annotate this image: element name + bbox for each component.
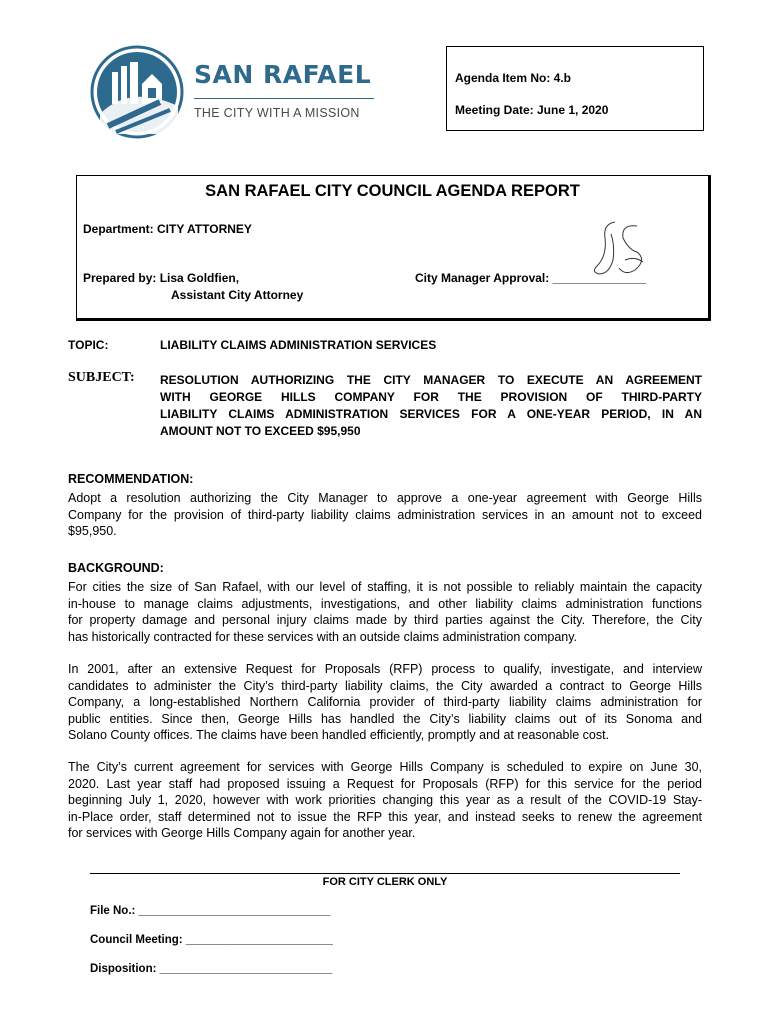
prepared-by-name: Prepared by: Lisa Goldfien,: [83, 271, 240, 285]
text-line: public entities. Since then, George Hills has handled the City’s liability claims out of its Sonoma and: [68, 711, 702, 726]
subject-line: WITH GEORGE HILLS COMPANY FOR THE PROVISION OF THIRD-PARTY: [160, 390, 702, 404]
subject-line: RESOLUTION AUTHORIZING THE CITY MANAGER TO EXECUTE AN AGREEMENT: [160, 373, 702, 387]
subject-label: SUBJECT:: [68, 370, 135, 385]
background-paragraph-3: [68, 759, 702, 842]
clerk-section-title: FOR CITY CLERK ONLY: [322, 876, 448, 888]
text-line: Company, a long-established Northern California provider of third-party liability claims administration for: [68, 695, 702, 710]
text-line: $95,950.: [68, 524, 117, 539]
subject-line: LIABILITY CLAIMS ADMINISTRATION SERVICES FOR A ONE-YEAR PERIOD, IN AN: [160, 407, 702, 421]
logo-city-name: SAN RAFAEL: [194, 60, 372, 89]
text-line: candidates to administer the City’s third-party liability claims, the City awarded a contract to George Hills: [68, 678, 702, 693]
background-paragraph-1: [68, 579, 702, 645]
file-number-field: File No.: ______________________________: [90, 905, 331, 917]
logo-divider: [194, 98, 374, 99]
text-line: The City’s current agreement for services with George Hills Company is scheduled to expire on June 30,: [68, 760, 702, 774]
signature-icon: [585, 216, 655, 286]
recommendation-text: [68, 490, 702, 540]
city-seal-logo: [90, 44, 390, 144]
background-heading: BACKGROUND:: [68, 561, 164, 575]
text-line: Adopt a resolution authorizing the City Manager to approve a one-year agreement with George Hills: [68, 491, 702, 505]
report-title: SAN RAFAEL CITY COUNCIL AGENDA REPORT: [205, 182, 580, 200]
text-line: In 2001, after an extensive Request for Proposals (RFP) process to qualify, investigate, and interview: [68, 662, 702, 676]
agenda-item-number: Agenda Item No: 4.b: [455, 71, 572, 85]
department-field: Department: CITY ATTORNEY: [83, 222, 252, 236]
text-line: in-house to manage claims adjustments, investigations, and other liability claims administration functions: [68, 596, 702, 611]
clerk-divider: [90, 873, 680, 874]
text-line: beginning July 1, 2020, however with work priorities changing this year as a result of the COVID-19 Stay-: [68, 793, 702, 808]
logo-tagline: THE CITY WITH A MISSION: [194, 106, 360, 120]
city-manager-approval: City Manager Approval: ______________: [415, 271, 647, 285]
text-line: in-Place order, staff determined not to issue the RFP this year, and instead seeks to renew the agreement: [68, 809, 702, 824]
meeting-date: Meeting Date: June 1, 2020: [455, 103, 609, 117]
disposition-field: Disposition: ___________________________: [90, 963, 333, 975]
prepared-by-title: Assistant City Attorney: [171, 288, 304, 302]
council-meeting-field: Council Meeting: _______________________: [90, 934, 333, 946]
city-seal-icon: [90, 44, 190, 144]
text-line: For cities the size of San Rafael, with our level of staffing, it is not possible to reliably maintain the capacity: [68, 580, 702, 594]
text-line: 2020. Last year staff had proposed issuing a Request for Proposals (RFP) for this service for the period: [68, 776, 702, 791]
text-line: for services with George Hills Company again for another year.: [68, 826, 416, 841]
topic-label: TOPIC:: [68, 338, 109, 352]
report-header-box: [76, 175, 711, 321]
agenda-info-box: [446, 46, 704, 131]
text-line: Solano County offices. The claims have been handled efficiently, promptly and at reasonable cost.: [68, 728, 610, 743]
text-line: Company for the provision of third-party liability claims administration services in an amount not to exceed: [68, 507, 702, 522]
text-line: for property damage and personal injury claims made by third parties against the City. Therefore, the City: [68, 613, 702, 628]
topic-value: LIABILITY CLAIMS ADMINISTRATION SERVICES: [160, 338, 437, 352]
text-line: has historically contracted for these services with an outside claims administration company.: [68, 629, 578, 644]
subject-value: [160, 372, 702, 440]
subject-line: AMOUNT NOT TO EXCEED $95,950: [160, 424, 361, 438]
recommendation-heading: RECOMMENDATION:: [68, 472, 194, 486]
background-paragraph-2: [68, 661, 702, 744]
